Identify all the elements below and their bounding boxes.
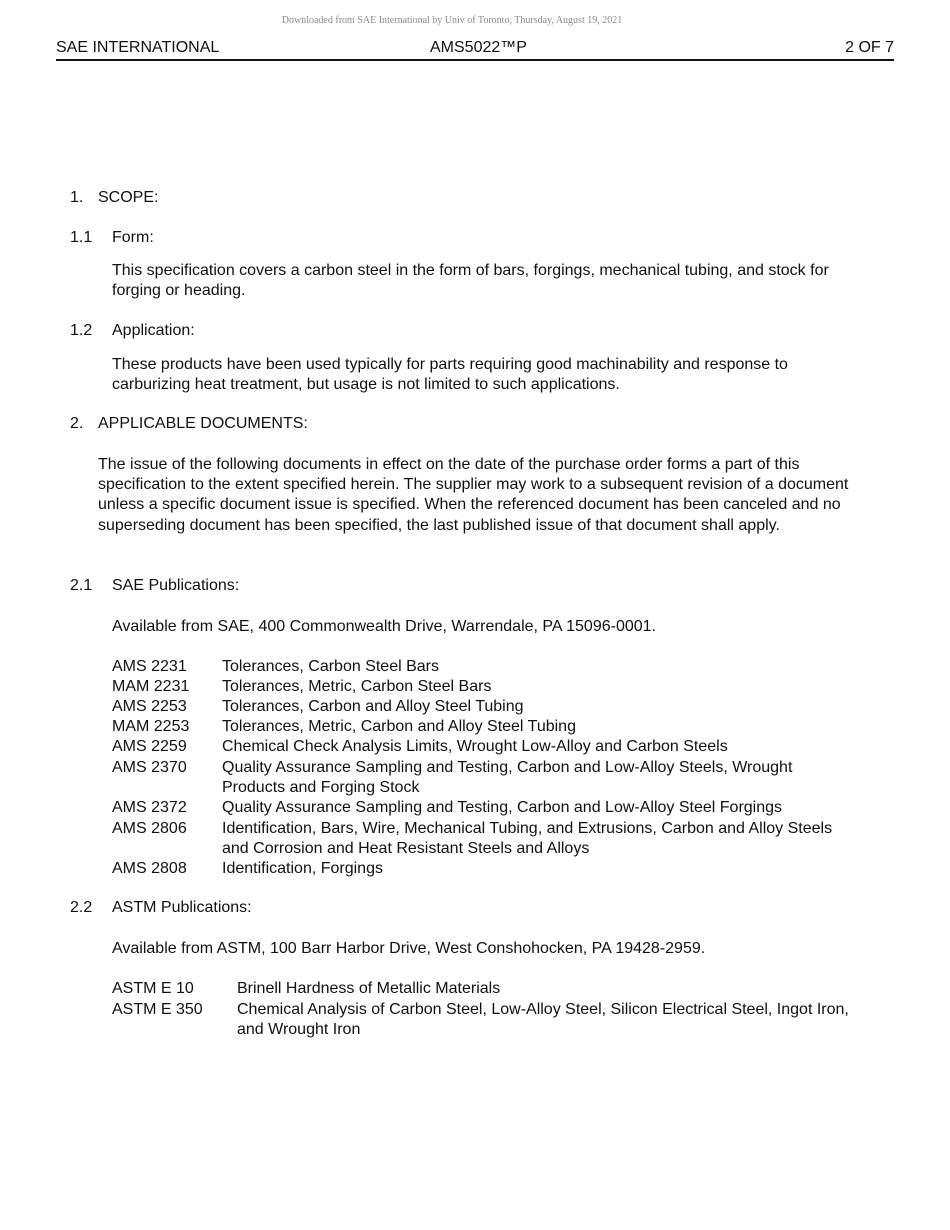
section-heading: SAE Publications: [112,577,240,594]
reference-title: Tolerances, Carbon and Alloy Steel Tubing [222,698,524,715]
section-heading: APPLICABLE DOCUMENTS: [98,415,308,432]
reference-code: AMS 2370 [112,759,187,776]
reference-code: AMS 2372 [112,799,187,816]
reference-title: Brinell Hardness of Metallic Materials [237,980,501,997]
reference-row [112,657,852,677]
reference-row [112,1000,857,1040]
section-heading: ASTM Publications: [112,899,252,916]
page-header [56,38,894,61]
reference-title: Quality Assurance Sampling and Testing, Carbon and Low-Alloy Steel Forgings [222,799,783,816]
reference-row [112,859,852,879]
header-document-number: AMS5022™P [430,39,527,56]
reference-row [112,819,852,859]
availability-note: Available from ASTM, 100 Barr Harbor Drive, West Conshohocken, PA 19428-2959. [112,940,706,957]
reference-title: Tolerances, Metric, Carbon and Alloy Steel Tubing [222,718,576,735]
reference-code: MAM 2231 [112,678,190,695]
download-watermark: Downloaded from SAE International by Univ of Toronto, Thursday, August 19, 2021 [281,15,623,26]
reference-title: Tolerances, Metric, Carbon Steel Bars [222,678,492,695]
section-paragraph: This specification covers a carbon steel in the form of bars, forgings, mechanical tubing, and stock for forging or heading. [112,262,829,300]
reference-code: AMS 2253 [112,698,187,715]
header-page-number: 2 OF 7 [845,39,894,56]
reference-row [112,758,852,798]
section-heading: Form: [112,229,154,246]
reference-title: Chemical Check Analysis Limits, Wrought Low-Alloy and Carbon Steels [222,738,728,755]
reference-code: AMS 2808 [112,860,187,877]
section-paragraph: These products have been used typically for parts requiring good machinability and response to carburizing heat treatment, but usage is not limited to such applications. [112,356,788,394]
reference-title: Quality Assurance Sampling and Testing, Carbon and Low-Alloy Steels, Wrought Products and Forging Stock [222,759,793,797]
reference-code: AMS 2259 [112,738,187,755]
reference-code: AMS 2806 [112,820,187,837]
section-number: 1.1 [70,229,93,246]
section-paragraph: The issue of the following documents in effect on the date of the purchase order forms a part of this specification to the extent specified herein. The supplier may work to a subsequent revision of a document unless a specific document issue is specified. When the referenced document has been canceled and no superseding document has been specified, the last published issue of that document shall apply. [98,456,849,534]
section-number: 2.1 [70,577,93,594]
reference-title: Chemical Analysis of Carbon Steel, Low-Alloy Steel, Silicon Electrical Steel, Ingot Iron, and Wrought Iron [237,1001,849,1039]
reference-code: ASTM E 10 [112,980,194,997]
reference-row [112,677,852,697]
section-heading: Application: [112,322,195,339]
reference-code: ASTM E 350 [112,1001,203,1018]
reference-code: AMS 2231 [112,658,187,675]
reference-row [112,697,852,717]
section-number: 2. [70,415,84,432]
section-number: 1.2 [70,322,93,339]
reference-row [112,979,857,999]
reference-code: MAM 2253 [112,718,190,735]
reference-title: Tolerances, Carbon Steel Bars [222,658,439,675]
reference-row [112,717,852,737]
section-heading: SCOPE: [98,189,159,206]
section-number: 1. [70,189,84,206]
header-publisher: SAE INTERNATIONAL [56,39,220,56]
availability-note: Available from SAE, 400 Commonwealth Drive, Warrendale, PA 15096-0001. [112,618,656,635]
reference-title: Identification, Bars, Wire, Mechanical Tubing, and Extrusions, Carbon and Alloy Steels and Corrosion and Heat Resistant Steels and Alloys [222,820,833,858]
reference-row [112,737,852,757]
section-number: 2.2 [70,899,93,916]
reference-title: Identification, Forgings [222,860,383,877]
reference-row [112,798,852,818]
